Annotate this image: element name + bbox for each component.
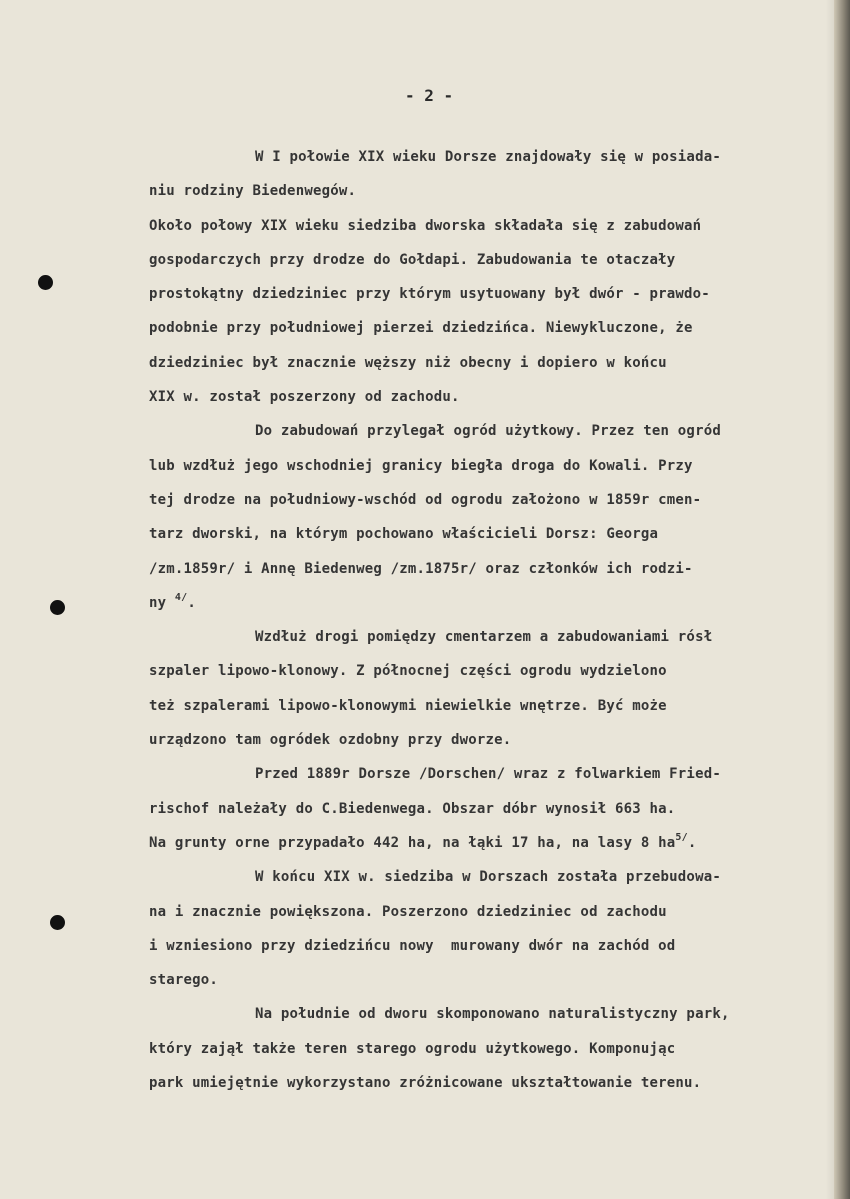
text-line [149, 723, 849, 757]
text-line-content: starego. [149, 972, 219, 989]
text-line [149, 997, 849, 1031]
text-line [149, 586, 849, 620]
text-line [149, 380, 849, 414]
text-line [149, 346, 849, 380]
text-line [149, 517, 849, 551]
punch-hole-bottom [50, 915, 65, 930]
text-line [149, 311, 849, 345]
text-line-content: i wzniesiono przy dziedzińcu nowy murowany dwór na zachód od [149, 937, 676, 954]
text-line-content: Około połowy XIX wieku siedziba dworska składała się z zabudowań [149, 217, 702, 234]
text-line [149, 449, 849, 483]
text-line [149, 277, 849, 311]
text-line-content: lub wzdłuż jego wschodniej granicy biegła droga do Kowali. Przy [149, 457, 693, 474]
text-line [149, 140, 849, 174]
text-line-content: prostokątny dziedziniec przy którym usytuowany był dwór - prawdo- [149, 286, 710, 303]
text-line [149, 860, 849, 894]
text-line [149, 963, 849, 997]
trailing-punctuation: . [687, 834, 697, 851]
text-line-content: XIX w. został poszerzony od zachodu. [149, 389, 460, 406]
text-line-content: niu rodziny Biedenwegów. [149, 183, 357, 200]
text-line-content: Wzdłuż drogi pomiędzy cmentarzem a zabudowaniami rósł [255, 629, 713, 646]
punch-hole-top [38, 275, 53, 290]
text-line-content: gospodarczych przy drodze do Gołdapi. Zabudowania te otaczały [149, 251, 676, 268]
text-line-content: urządzono tam ogródek ozdobny przy dworze. [149, 732, 512, 749]
text-line [149, 757, 849, 791]
text-line [149, 895, 849, 929]
text-line-content: rischof należały do C.Biedenwega. Obszar dóbr wynosił 663 ha. [149, 800, 676, 817]
text-line [149, 243, 849, 277]
text-line-content: /zm.1859r/ i Annę Biedenweg /zm.1875r/ oraz członków ich rodzi- [149, 560, 693, 577]
text-line [149, 483, 849, 517]
text-line-content: Do zabudowań przylegał ogród użytkowy. Przez ten ogród [255, 423, 721, 440]
text-line-content: W końcu XIX w. siedziba w Dorszach została przebudowa- [255, 869, 721, 886]
text-line-content: tej drodze na południowy-wschód od ogrodu założono w 1859r cmen- [149, 491, 702, 508]
text-line [149, 174, 849, 208]
text-line [149, 826, 849, 860]
text-line-content: Na grunty orne przypadało 442 ha, na łąki 17 ha, na lasy 8 ha [149, 834, 676, 851]
text-line-content: który zajął także teren starego ogrodu użytkowego. Komponując [149, 1040, 676, 1057]
text-line-content: Na południe od dworu skomponowano naturalistyczny park, [255, 1006, 730, 1023]
text-line [149, 654, 849, 688]
text-line-content: dziedziniec był znacznie węższy niż obecny i dopiero w końcu [149, 354, 667, 371]
text-line [149, 620, 849, 654]
text-line-content: szpaler lipowo-klonowy. Z północnej części ogrodu wydzielono [149, 663, 667, 680]
text-line-content: tarz dworski, na którym pochowano właścicieli Dorsz: Georga [149, 526, 659, 543]
text-line-content: na i znacznie powiększona. Poszerzono dziedziniec od zachodu [149, 903, 667, 920]
text-line-content: ny [149, 594, 175, 611]
scan-edge-shadow [834, 0, 850, 1199]
punch-hole-middle [50, 600, 65, 615]
text-line-content: też szpalerami lipowo-klonowymi niewielkie wnętrze. Być może [149, 697, 667, 714]
typed-text-body [149, 140, 849, 1100]
text-line-content: W I połowie XIX wieku Dorsze znajdowały się w posiada- [255, 149, 721, 165]
text-line [149, 1032, 849, 1066]
trailing-punctuation: . [187, 594, 196, 611]
text-line [149, 552, 849, 586]
footnote-reference: 4/ [174, 591, 188, 603]
text-line-content: park umiejętnie wykorzystano zróżnicowane ukształtowanie terenu. [149, 1075, 702, 1092]
text-line [149, 414, 849, 448]
text-line-content: Przed 1889r Dorsze /Dorschen/ wraz z folwarkiem Fried- [255, 766, 721, 783]
page-number: - 2 - [405, 86, 454, 105]
text-line [149, 209, 849, 243]
text-line-content: podobnie przy południowej pierzei dziedzińca. Niewykluczone, że [149, 320, 693, 337]
text-line [149, 1066, 849, 1100]
text-line [149, 929, 849, 963]
text-line [149, 689, 849, 723]
footnote-reference: 5/ [675, 831, 688, 843]
text-line [149, 792, 849, 826]
